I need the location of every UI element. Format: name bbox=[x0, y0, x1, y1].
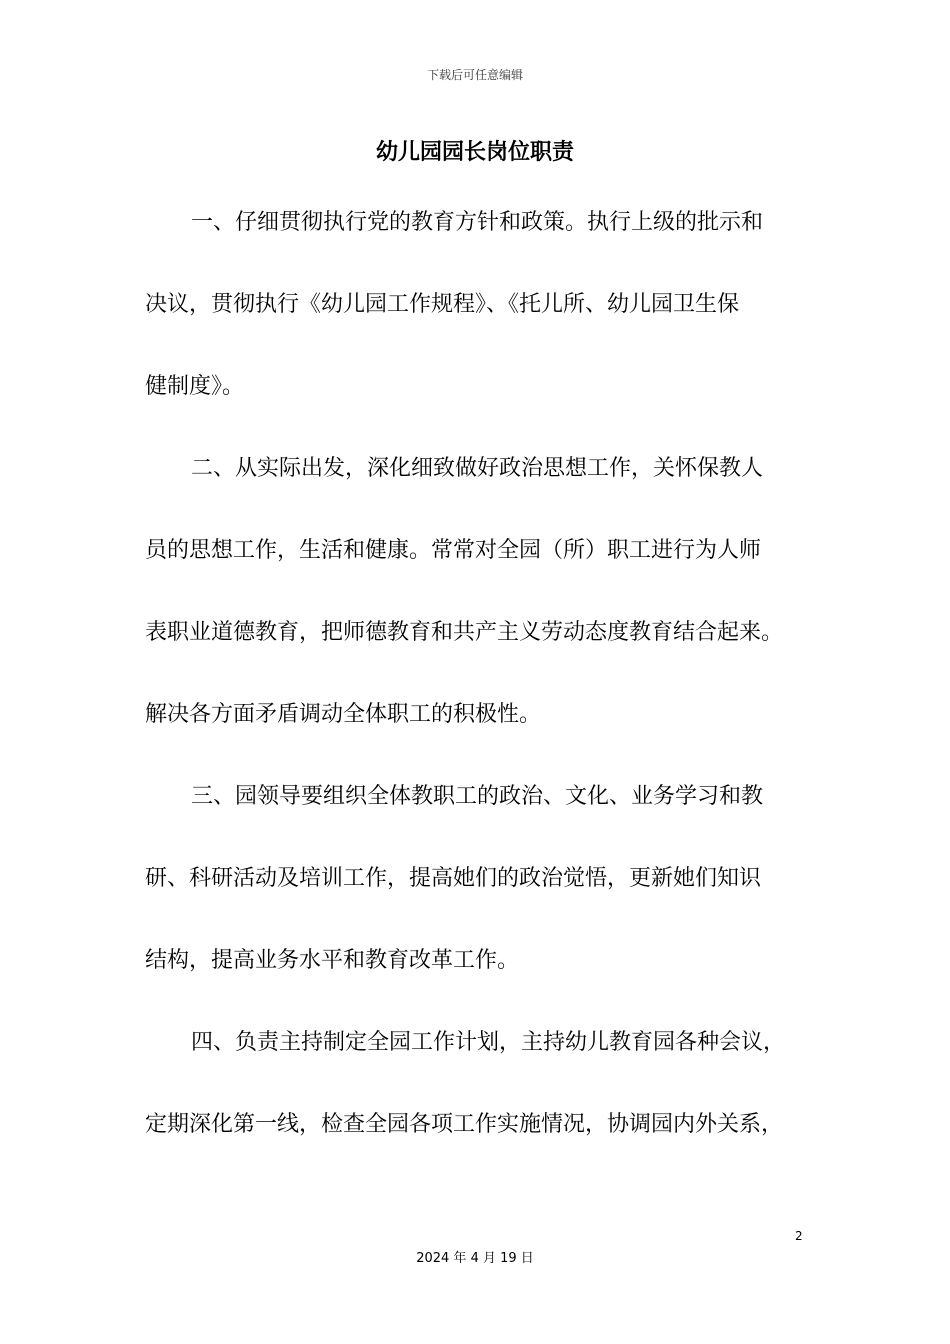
paragraph-2-line-1: 二、从实际出发，深化细致做好政治思想工作，关怀保教人 bbox=[191, 456, 764, 481]
paragraph-3-line-2: 研、科研活动及培训工作，提高她们的政治觉悟，更新她们知识 bbox=[145, 866, 762, 891]
paragraph-2-line-2: 员的思想工作，生活和健康。常常对全园（所）职工进行为人师 bbox=[145, 538, 762, 563]
paragraph-3-line-3: 结构，提高业务水平和教育改革工作。 bbox=[145, 948, 520, 973]
document-body bbox=[145, 190, 825, 1174]
paragraph-4-line-2: 定期深化第一线，检查全园各项工作实施情况，协调园内外关系， bbox=[145, 1112, 784, 1137]
header-note: 下载后可任意编辑 bbox=[426, 68, 523, 82]
paragraph-2-line-4: 解决各方面矛盾调动全体职工的积极性。 bbox=[145, 702, 542, 727]
document-title: 幼儿园园长岗位职责 bbox=[375, 140, 574, 165]
paragraph-4-line-1: 四、负责主持制定全园工作计划，主持幼儿教育园各种会议， bbox=[191, 1030, 786, 1055]
footer-date: 2024 年 4 月 19 日 bbox=[416, 1251, 534, 1266]
paragraph-1-line-2: 决议，贯彻执行《幼儿园工作规程》、《托儿所、幼儿园卫生保 bbox=[145, 292, 740, 317]
page-number: 2 bbox=[795, 1229, 803, 1243]
paragraph-2-line-3: 表职业道德教育，把师德教育和共产主义劳动态度教育结合起来。 bbox=[145, 620, 784, 645]
paragraph-1-line-1: 一、仔细贯彻执行党的教育方针和政策。执行上级的批示和 bbox=[191, 210, 764, 235]
paragraph-3-line-1: 三、园领导要组织全体教职工的政治、文化、业务学习和教 bbox=[191, 784, 764, 809]
paragraph-1-line-3: 健制度》。 bbox=[145, 374, 245, 399]
